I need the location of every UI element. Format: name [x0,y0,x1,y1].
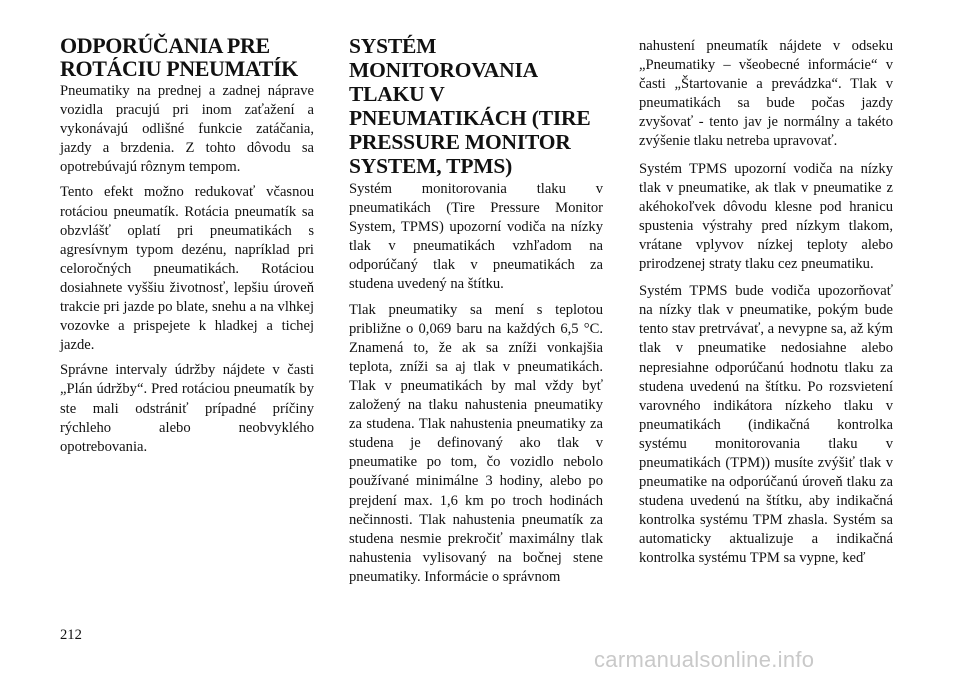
watermark-text: carmanualsonline.info [594,647,815,672]
paragraph: Pneumatiky na prednej a zadnej náprave vozidla pracujú pri inom zaťažení a vykonávajú odlišné funkcie zatáčania, jazdy a brzdenia. Z tohto dôvodu sa opotrebúvajú rôznym tempom. [60,83,314,176]
paragraph: Systém monitorovania tlaku v pneumatikách (Tire Pressure Monitor System, TPMS) upozorní vodiča na nízky tlak v pneumatikách vzhľadom na odporúčaný tlak v pneumatikách za studena uvedený na štítku. [349,181,603,293]
paragraph: Správne intervaly údržby nájdete v časti „Plán údržby“. Pred rotáciou pneumatík by ste mali odstrániť prípadné príčiny rýchleho alebo neobvyklého opotrebovania. [60,362,314,455]
paragraph: Systém TPMS upozorní vodiča na nízky tlak v pneumatike, ak tlak v pneumatike z akéhokoľvek dôvodu klesne pod hranicu spustenia výstrahy pred nízkym tlakom, vrátane vplyvov nízkej teploty alebo prirodzenej straty tlaku cez pneumatiku. [639,160,893,273]
paragraph: Systém TPMS bude vodiča upozorňovať na nízky tlak v pneumatike, pokým bude tento stav pretrvávať, a nevypne sa, až kým tlak v pneumatike nedosiahne alebo nepresiahne odporúčanú hodnotu tlaku za studena uvedenú na štítku. Po rozsvietení varovného indikátora nízkeho tlaku v pneumatikách (indikačná kontrolka systému monitorovania tlaku v pneumatikách (TPM)) musíte zvýšiť tlak v pneumatike na odporúčanú úroveň tlaku za studena uvedenú na štítku, aby indikačná kontrolka systému TPM zhasla. Systém sa automaticky aktualizuje a indikačná kontrolka systému TPM sa vypne, keď [639,283,893,567]
section-heading-tpms: SYSTÉM MONITOROVANIA TLAKU V PNEUMATIKÁCH (TIRE PRESSURE MONITOR SYSTEM, TPMS) [349,34,591,178]
page-number: 212 [60,627,82,643]
section-heading-tire-rotation: ODPORÚČANIA PRE ROTÁCIU PNEUMATÍK [60,33,298,81]
column-left [60,34,314,463]
paragraph: nahustení pneumatík nájdete v odseku „Pneumatiky – všeobecné informácie“ v časti „Štartovanie a prevádzka“. Tlak v pneumatikách sa bude počas jazdy zvyšovať - tento jav je normálny a takéto zvýšenie tlaku netreba upravovať. [639,38,893,150]
column-right [639,37,893,577]
paragraph: Tlak pneumatiky sa mení s teplotou približne o 0,069 baru na každých 6,5 °C. Znamená to, že ak sa zníži vonkajšia teplota, zníži sa aj tlak v pneumatikách. Tlak v pneumatikách by mal vždy byť založený na tlaku nahustenia pneumatiky za studena. Tlak nahustenia pneumatiky za studena je definovaný ako tlak v pneumatike po tom, čo vozidlo nebolo používané minimálne 3 hodiny, alebo po prejdení max. 1,6 km po troch hodinách nečinnosti. Tlak nahustenia pneumatík za studena nesmie prekročiť maximálny tlak nahustenia vylisovaný na bočnej stene pneumatiky. Informácie o správnom [349,301,603,585]
paragraph: Tento efekt možno redukovať včasnou rotáciou pneumatík. Rotácia pneumatík sa obzvlášť oplatí pri pneumatikách s agresívnym typom dezénu, napríklad pri celoročných pneumatikách. Rotáciou dosiahnete vyššiu životnosť, lepšiu úroveň trakcie pri jazde po blate, snehu a na vlhkej vozovke a prispejete k hladkej a tichej jazde. [60,184,314,354]
column-middle [349,34,603,593]
